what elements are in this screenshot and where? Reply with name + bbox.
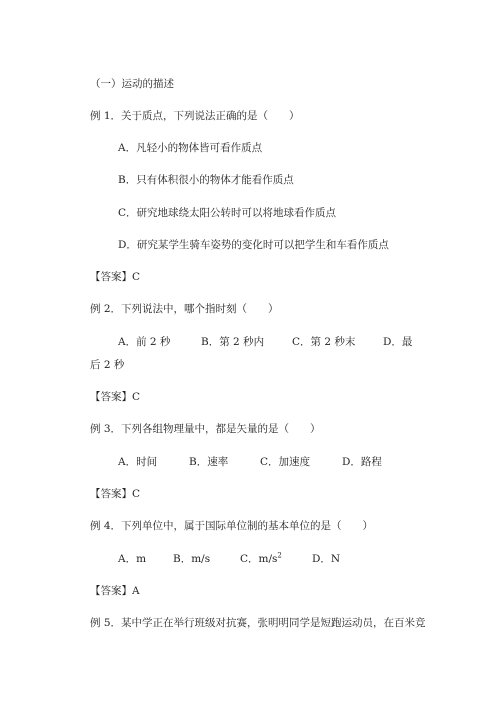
question-3-answer: 【答案】C <box>90 488 141 500</box>
question-1-stem: 例 1．关于质点，下列说法正确的是（ ） <box>90 110 300 122</box>
question-5-stem: 例 5．某中学正在举行班级对抗赛，张明明同学是短跑运动员，在百米竞 <box>90 617 426 629</box>
question-3-stem: 例 3．下列各组物理量中，都是矢量的是（ ） <box>90 423 321 435</box>
question-2-option-d-wrap: 后 2 秒 <box>90 359 125 371</box>
question-4-option-d: D．N <box>312 553 341 565</box>
question-3-option-d: D．路程 <box>342 456 382 468</box>
question-1-option-b: B．只有体积很小的物体才能看作质点 <box>118 174 294 186</box>
question-3-option-c: C．加速度 <box>260 456 311 468</box>
question-3-option-a: A．时间 <box>118 456 158 468</box>
question-1-option-d: D．研究某学生骑车姿势的变化时可以把学生和车看作质点 <box>118 239 389 251</box>
question-2-option-d: D．最 <box>383 336 413 348</box>
question-4-stem: 例 4．下列单位中，属于国际单位制的基本单位的是（ ） <box>90 520 374 532</box>
question-4-option-c-exponent: 2 <box>277 551 282 560</box>
question-2-option-b: B．第 2 秒内 <box>201 336 265 348</box>
question-4-option-b: B．m/s <box>173 553 211 565</box>
question-2-option-c: C．第 2 秒末 <box>292 336 356 348</box>
question-2-option-a: A．前 2 秒 <box>118 336 171 348</box>
question-1-option-c: C．研究地球绕太阳公转时可以将地球看作质点 <box>118 207 337 219</box>
question-4-answer: 【答案】A <box>90 585 140 597</box>
question-4-option-a: A．m <box>118 553 147 565</box>
section-title: （一）运动的描述 <box>90 78 174 90</box>
question-3-option-b: B．速率 <box>189 456 229 468</box>
question-2-answer: 【答案】C <box>90 391 141 403</box>
question-2-stem: 例 2．下列说法中，哪个指时刻（ ） <box>90 303 279 315</box>
question-1-answer: 【答案】C <box>90 271 141 283</box>
question-4-option-c-text: C．m/s <box>240 553 278 565</box>
question-1-option-a: A．凡轻小的物体皆可看作质点 <box>118 142 263 154</box>
question-4-option-c <box>240 552 282 566</box>
